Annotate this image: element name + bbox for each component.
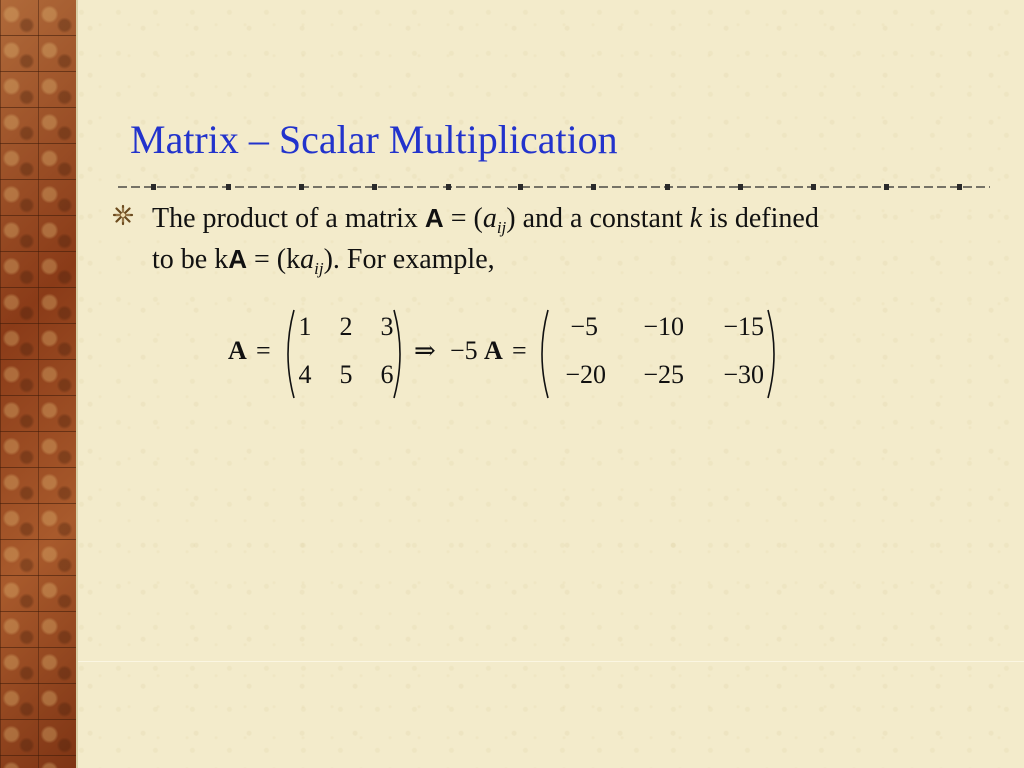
subscript-ij: ij bbox=[314, 259, 324, 278]
matrix-A-cell: 1 bbox=[298, 312, 312, 341]
result-cell: −10 bbox=[643, 312, 684, 341]
matrix-A-label: A bbox=[484, 336, 503, 365]
text-segment: ) and a constant bbox=[506, 203, 690, 234]
result-cell: −30 bbox=[723, 360, 764, 389]
asterisk-star-bullet-icon bbox=[112, 204, 134, 226]
text-segment: = ( bbox=[443, 203, 483, 234]
decorative-left-band bbox=[0, 0, 78, 768]
matrix-A-cell: 6 bbox=[380, 360, 394, 389]
result-cell: −5 bbox=[570, 312, 598, 341]
matrix-symbol: A bbox=[424, 203, 444, 233]
text-segment: to be k bbox=[152, 244, 229, 275]
text-segment: = (k bbox=[247, 244, 301, 275]
text-segment: The product of a matrix bbox=[152, 203, 425, 234]
result-cell: −15 bbox=[723, 312, 764, 341]
matrix-equation bbox=[226, 306, 786, 402]
result-cell: −25 bbox=[643, 360, 684, 389]
matrix-A-label: A bbox=[228, 336, 247, 365]
matrix-A-cell: 4 bbox=[298, 360, 312, 389]
equals-sign: = bbox=[512, 336, 527, 365]
footer-divider bbox=[78, 661, 1024, 662]
text-segment: is defined bbox=[702, 203, 819, 234]
right-paren bbox=[392, 308, 408, 400]
variable-a: a bbox=[300, 244, 315, 275]
matrix-A-cell: 2 bbox=[339, 312, 353, 341]
matrix-symbol: A bbox=[228, 244, 247, 274]
variable-a: a bbox=[482, 203, 497, 234]
matrix-A-cell: 3 bbox=[380, 312, 394, 341]
subscript-ij: ij bbox=[496, 218, 507, 237]
variable-k: k bbox=[689, 203, 703, 234]
text-segment: ). For example, bbox=[323, 244, 495, 275]
scalar-minus-five: −5 bbox=[450, 336, 478, 365]
result-cell: −20 bbox=[565, 360, 606, 389]
dashed-divider bbox=[118, 184, 990, 190]
equals-sign: = bbox=[256, 336, 271, 365]
slide-title: Matrix – Scalar Multiplication bbox=[130, 117, 618, 162]
implies-arrow: ⇒ bbox=[414, 336, 436, 365]
bullet-text bbox=[152, 198, 819, 280]
right-paren bbox=[766, 308, 782, 400]
bullet-item bbox=[112, 198, 982, 280]
matrix-A-cell: 5 bbox=[339, 360, 353, 389]
